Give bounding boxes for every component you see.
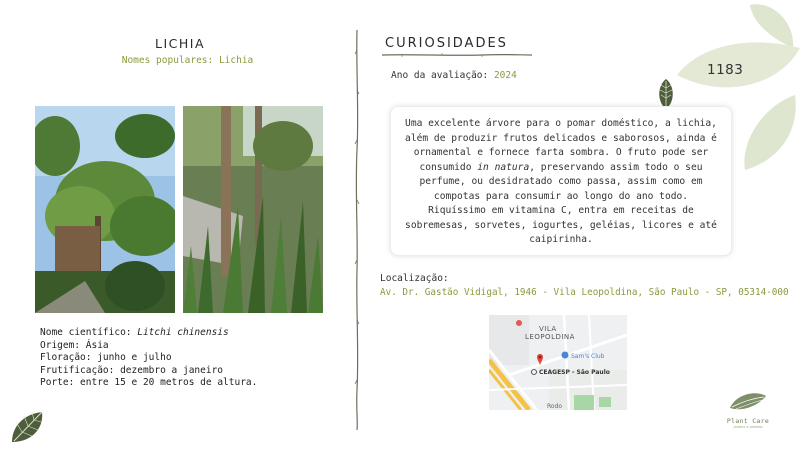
map-label-district-2: LEOPOLDINA: [525, 333, 575, 341]
plant-name: LICHIA: [154, 36, 205, 51]
brand-leaf-icon: [728, 390, 768, 412]
location-label: Localização:: [380, 273, 449, 284]
map-label-road: Rodo: [547, 403, 563, 410]
evaluation-year: Ano da avaliação: 2024: [391, 70, 517, 81]
map-label-district-1: VILA: [539, 325, 557, 333]
title-underline: [382, 52, 532, 58]
fact-scientific-name: Nome científico: Litchi chinensis: [40, 327, 229, 338]
description-card: Uma excelente árvore para o pomar doméstico, a lichia, além de produzir frutos delicados e saborosos, ainda é ornamental e fornece farta sombra. O fruto pode ser consumido in natura, preservando assim todo o seu perfume, ou desidratado como passa, assim como em compotas para consumir ao longo do ano todo. Riquíssimo em vitamina C, entra em receitas de sobremesas, sorvetes, iogurtes, geléias, licores e até caipirinha.: [390, 106, 732, 256]
brand-logo: [718, 390, 778, 432]
map-label-store: Sam's Club: [571, 353, 605, 360]
brand-name: Plant Care: [726, 417, 770, 425]
brand-tagline: jardins e plantas: [733, 425, 763, 429]
plant-id-number: 1183: [707, 62, 744, 78]
map-label-pin: CEAGESP - São Paulo: [539, 369, 610, 376]
fact-size: Porte: entre 15 e 20 metros de altura.: [40, 377, 258, 389]
location-map[interactable]: [489, 315, 627, 410]
plant-photo-1: [35, 106, 175, 313]
fact-flowering: Floração: junho e julho: [40, 352, 172, 364]
section-title: CURIOSIDADES: [385, 36, 508, 51]
fact-origin: Origem: Ásia: [40, 339, 109, 351]
leaf-icon-bottom: [8, 408, 46, 446]
location-address[interactable]: Av. Dr. Gastão Vidigal, 1946 - Vila Leopoldina, São Paulo - SP, 05314-000: [380, 287, 789, 298]
fact-fruiting: Frutificação: dezembro a janeiro: [40, 364, 224, 376]
plant-facts: [40, 327, 340, 390]
plant-photo-2: [183, 106, 323, 313]
column-divider: [350, 30, 364, 430]
popular-names: Nomes populares: Lichia: [121, 55, 254, 66]
